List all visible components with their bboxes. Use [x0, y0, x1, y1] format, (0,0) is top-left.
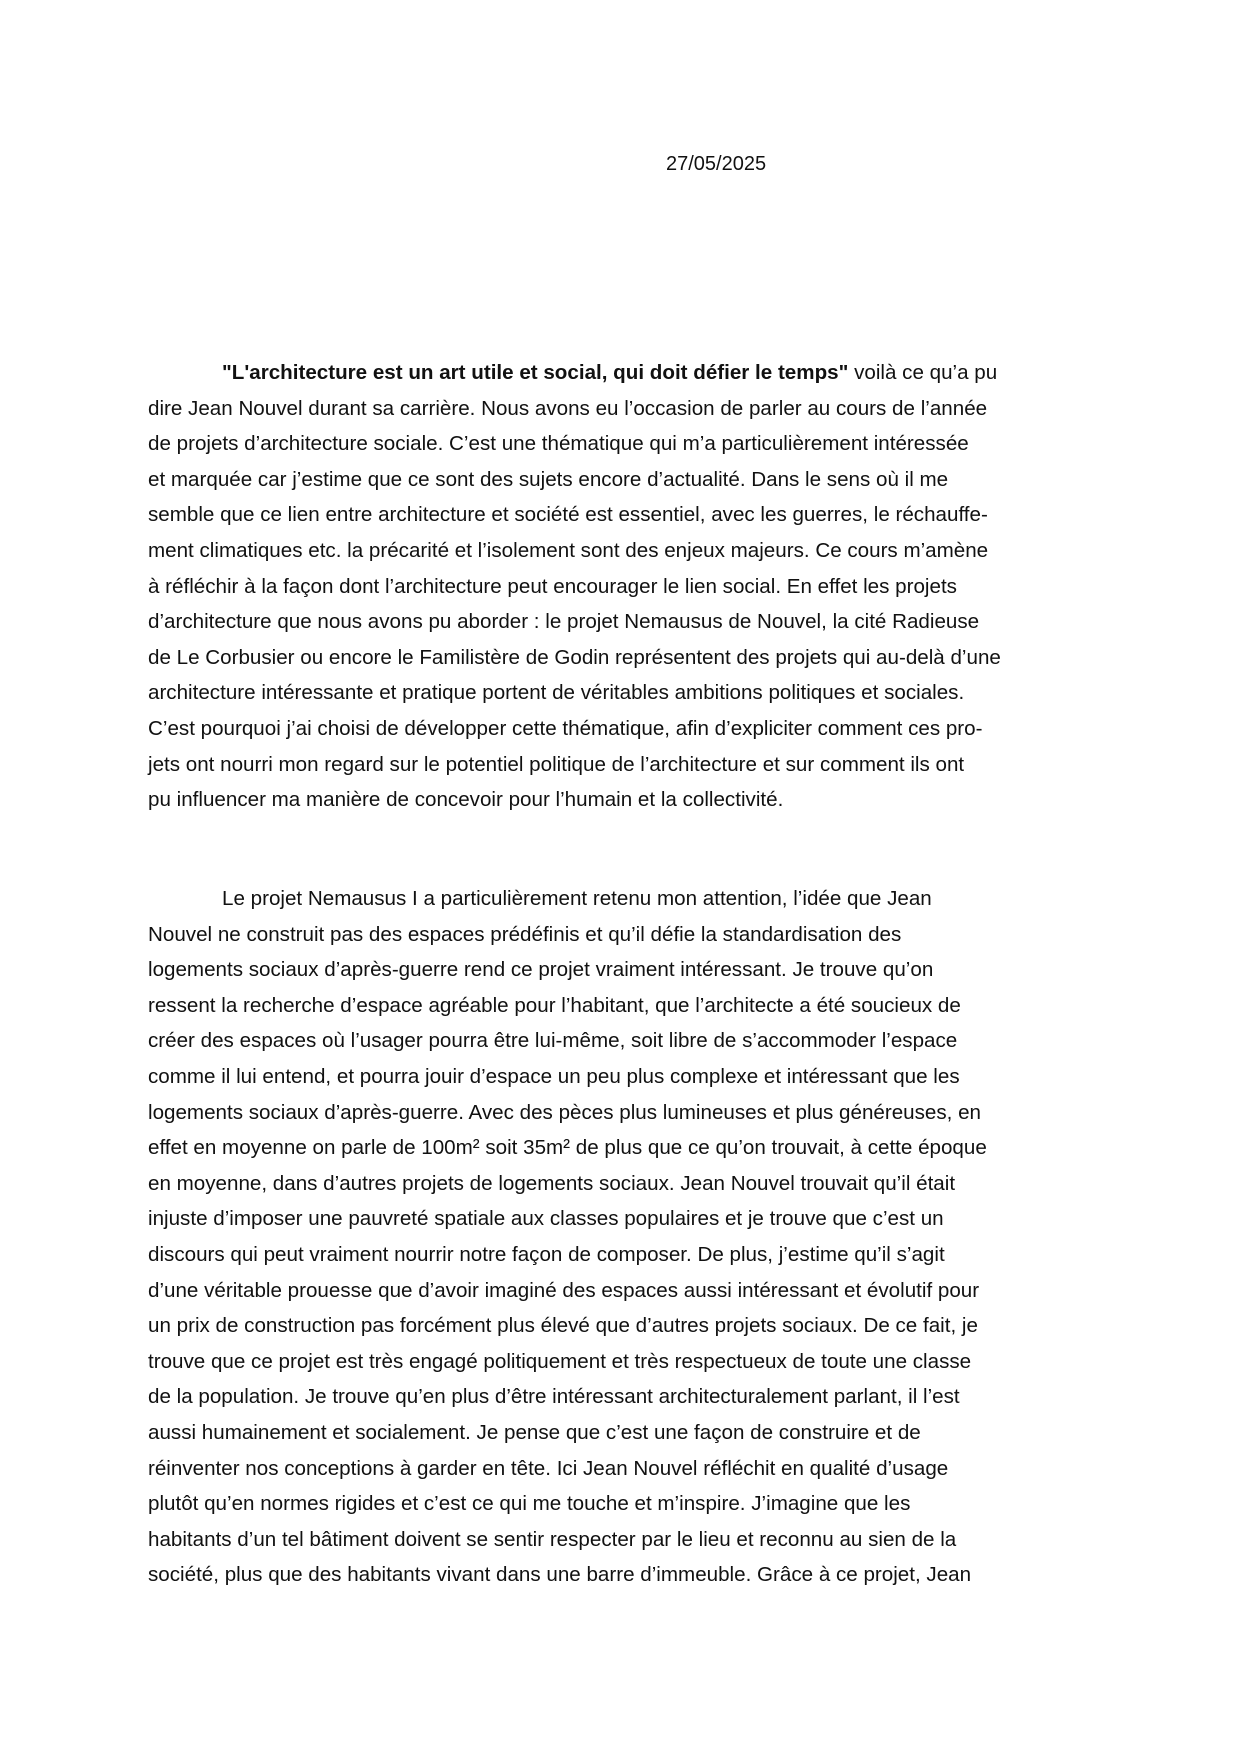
text-line: un prix de construction pas forcément plus élevé que d’autres projets sociaux. De ce fait, je — [148, 1314, 978, 1338]
text-line: de la population. Je trouve qu’en plus d’être intéressant architecturalement parlant, il l’est — [148, 1385, 960, 1409]
text-line: jets ont nourri mon regard sur le potentiel politique de l’architecture et sur comment ils ont — [148, 752, 965, 776]
text-line: ressent la recherche d’espace agréable pour l’habitant, que l’architecte a été soucieux de — [148, 993, 961, 1017]
text-line: logements sociaux d’après-guerre. Avec des pèces plus lumineuses et plus généreuses, en — [148, 1100, 982, 1124]
text-line: d’une véritable prouesse que d’avoir imaginé des espaces aussi intéressant et évolutif pour — [148, 1278, 980, 1302]
text-line: effet en moyenne on parle de 100m² soit 35m² de plus que ce qu’on trouvait, à cette époque — [148, 1136, 987, 1160]
text-line: ment climatiques etc. la précarité et l’isolement sont des enjeux majeurs. Ce cours m’amène — [148, 538, 989, 562]
text-line: de Le Corbusier ou encore le Familistère de Godin représentent des projets qui au-delà d’une — [148, 645, 1001, 669]
text-line: d’architecture que nous avons pu aborder : le projet Nemausus de Nouvel, la cité Radieuse — [148, 610, 980, 634]
text-line: en moyenne, dans d’autres projets de logements sociaux. Jean Nouvel trouvait qu’il était — [148, 1171, 956, 1195]
text-line: habitants d’un tel bâtiment doivent se sentir respecter par le lieu et reconnu au sien de la — [148, 1527, 957, 1551]
text-line-tail: voilà ce qu’a pu — [848, 361, 998, 384]
text-line: de projets d’architecture sociale. C’est une thématique qui m’a particulièrement intéressée — [148, 432, 969, 456]
text-line: plutôt qu’en normes rigides et c’est ce qui me touche et m’inspire. J’imagine que les — [148, 1492, 911, 1516]
text-line: aussi humainement et socialement. Je pense que c’est une façon de construire et de — [148, 1420, 921, 1444]
text-line: comme il lui entend, et pourra jouir d’espace un peu plus complexe et intéressant que les — [148, 1064, 960, 1088]
text-line: logements sociaux d’après-guerre rend ce projet vraiment intéressant. Je trouve qu’on — [148, 958, 934, 982]
text-line: C’est pourquoi j’ai choisi de développer cette thématique, afin d’expliciter comment ces pro- — [148, 716, 983, 740]
text-line: trouve que ce projet est très engagé politiquement et très respectueux de toute une classe — [148, 1349, 972, 1373]
text-line: pu influencer ma manière de concevoir pour l’humain et la collectivité. — [148, 788, 784, 812]
text-line: Nouvel ne construit pas des espaces prédéfinis et qu’il défie la standardisation des — [148, 922, 902, 946]
text-line: dire Jean Nouvel durant sa carrière. Nous avons eu l’occasion de parler au cours de l’année — [148, 396, 988, 420]
text-line: société, plus que des habitants vivant dans une barre d’immeuble. Grâce à ce projet, Jean — [148, 1563, 972, 1587]
text-line: discours qui peut vraiment nourrir notre façon de composer. De plus, j’estime qu’il s’agit — [148, 1242, 945, 1266]
quote-jean-nouvel: "L'architecture est un art utile et social, qui doit défier le temps" — [222, 361, 849, 384]
text-line: injuste d’imposer une pauvreté spatiale aux classes populaires et je trouve que c’est un — [148, 1207, 944, 1231]
text-line: et marquée car j’estime que ce sont des sujets encore d’actualité. Dans le sens où il me — [148, 467, 949, 491]
text-line: semble que ce lien entre architecture et société est essentiel, avec les guerres, le réchauffe- — [148, 503, 988, 527]
paragraph-introduction — [148, 355, 1093, 818]
text-line: réinventer nos conceptions à garder en tête. Ici Jean Nouvel réfléchit en qualité d’usage — [148, 1456, 949, 1480]
text-line: à réfléchir à la façon dont l’architecture peut encourager le lien social. En effet les projets — [148, 574, 957, 598]
paragraph-nemausus — [148, 881, 1093, 1593]
document-date: 27/05/2025 — [666, 153, 767, 175]
text-line: créer des espaces où l’usager pourra être lui-même, soit libre de s’accommoder l’espace — [148, 1029, 958, 1053]
text-line: Le projet Nemausus I a particulièrement retenu mon attention, l’idée que Jean — [222, 887, 932, 910]
text-line — [148, 355, 1093, 391]
text-line: architecture intéressante et pratique portent de véritables ambitions politiques et sociales. — [148, 681, 965, 705]
